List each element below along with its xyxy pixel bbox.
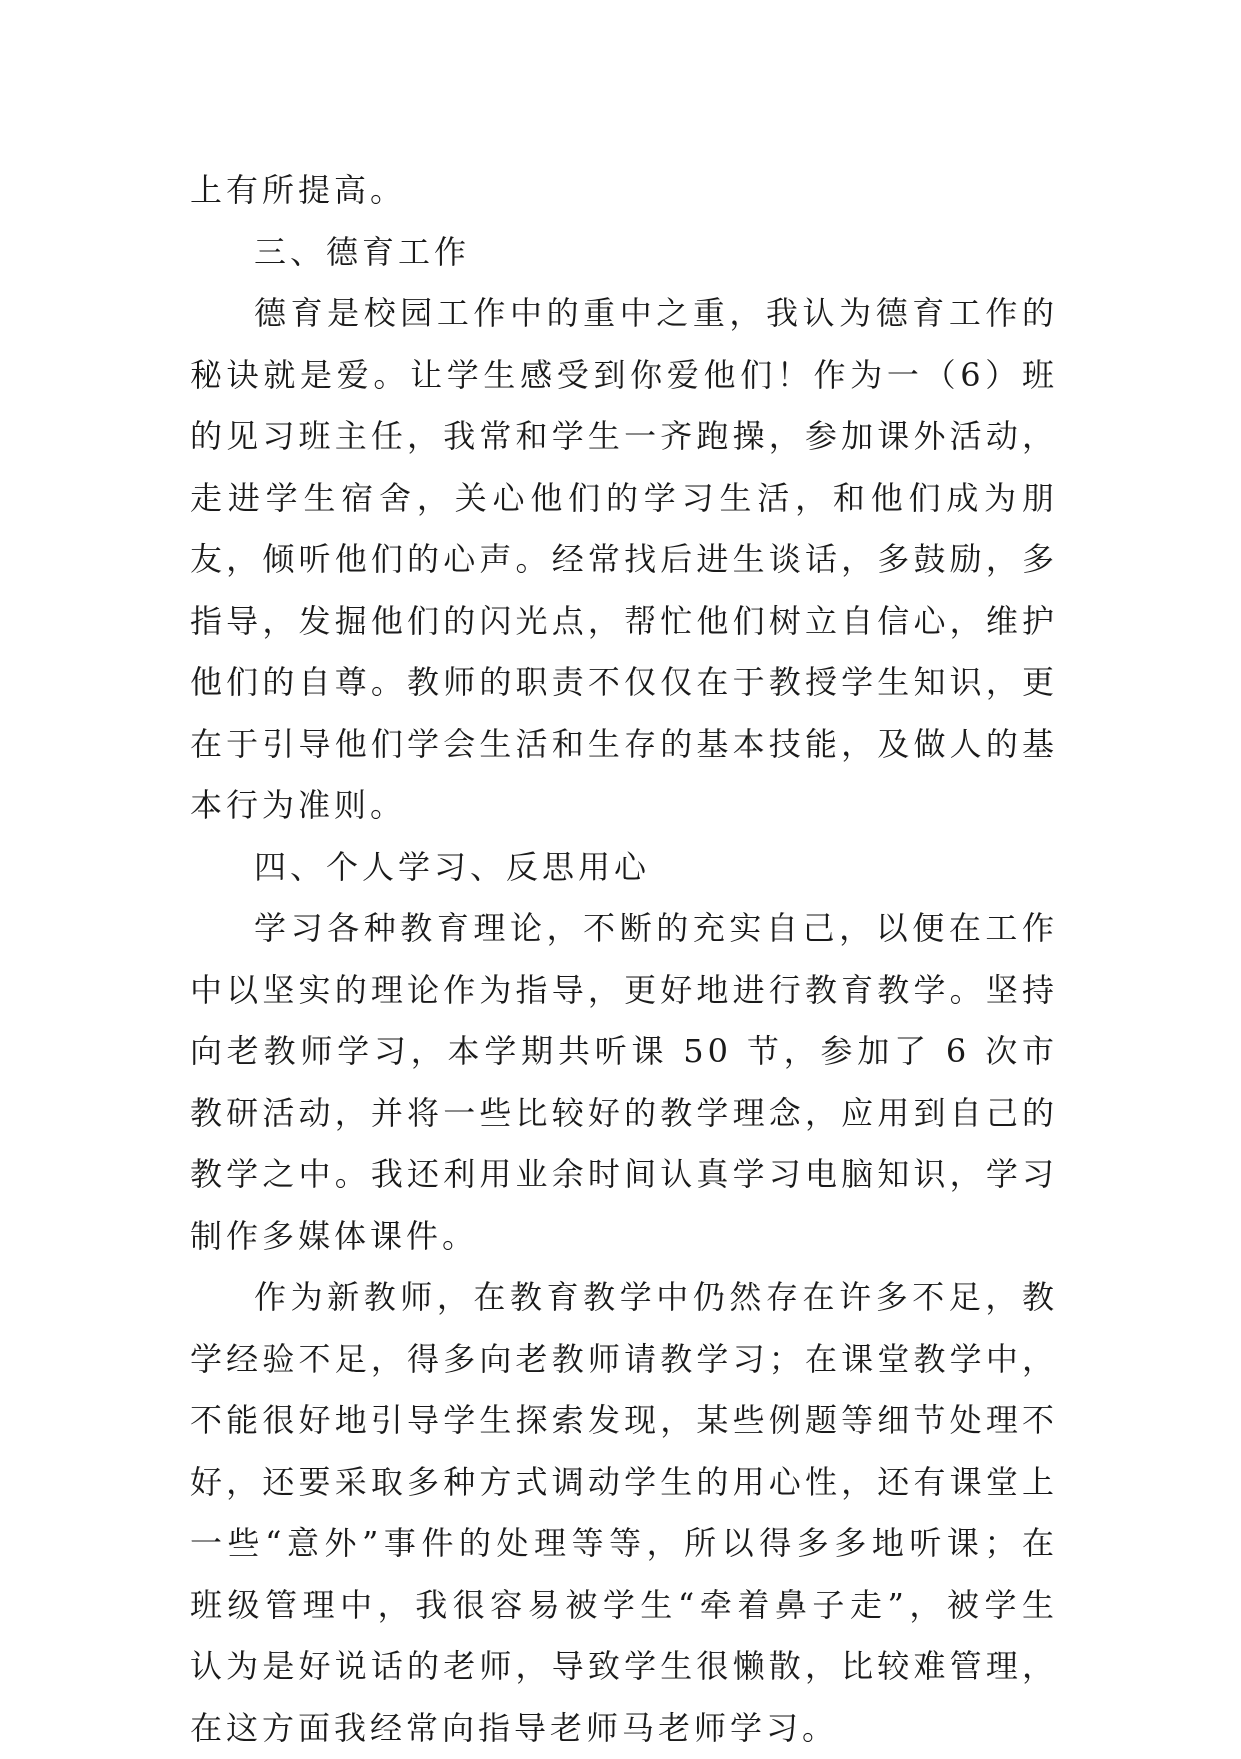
paragraph-moral-education: 德育是校园工作中的重中之重，我认为德育工作的秘诀就是爱。让学生感受到你爱他们！作为一（6）班的见习班主任，我常和学生一齐跑操，参加课外活动，走进学生宿舍，关心他们的学习生活，和他们成为朋友，倾听他们的心声。经常找后进生谈话，多鼓励，多指导，发掘他们的闪光点，帮忙他们树立自信心，维护他们的自尊。教师的职责不仅仅在于教授学生知识，更在于引导他们学会生活和生存的基本技能，及做人的基本行为准则。 [190,294,1058,824]
document-body [190,160,1058,1759]
section-heading-moral-education: 三、德育工作 [254,232,471,271]
paragraph-shortcomings: 作为新教师，在教育教学中仍然存在许多不足，教学经验不足，得多向老教师请教学习；在课堂教学中，不能很好地引导学生探索发现，某些例题等细节处理不好，还要采取多种方式调动学生的用心性，还有课堂上一些“意外”事件的处理等等，所以得多多地听课；在班级管理中，我很容易被学生“牵着鼻子走”，被学生认为是好说话的老师，导致学生很懒散，比较难管理，在这方面我经常向指导老师马老师学习。 [190,1278,1058,1747]
paragraph-continuation: 上有所提高。 [190,171,407,209]
section-heading-personal-study: 四、个人学习、反思用心 [254,847,651,886]
paragraph-personal-study: 学习各种教育理论，不断的充实自己，以便在工作中以坚实的理论作为指导，更好地进行教育教学。坚持向老教师学习，本学期共听课 50 节，参加了 6 次市教研活动，并将一些比较好的教学理念，应用到自己的教学之中。我还利用业余时间认真学习电脑知识，学习制作多媒体课件。 [190,909,1058,1255]
